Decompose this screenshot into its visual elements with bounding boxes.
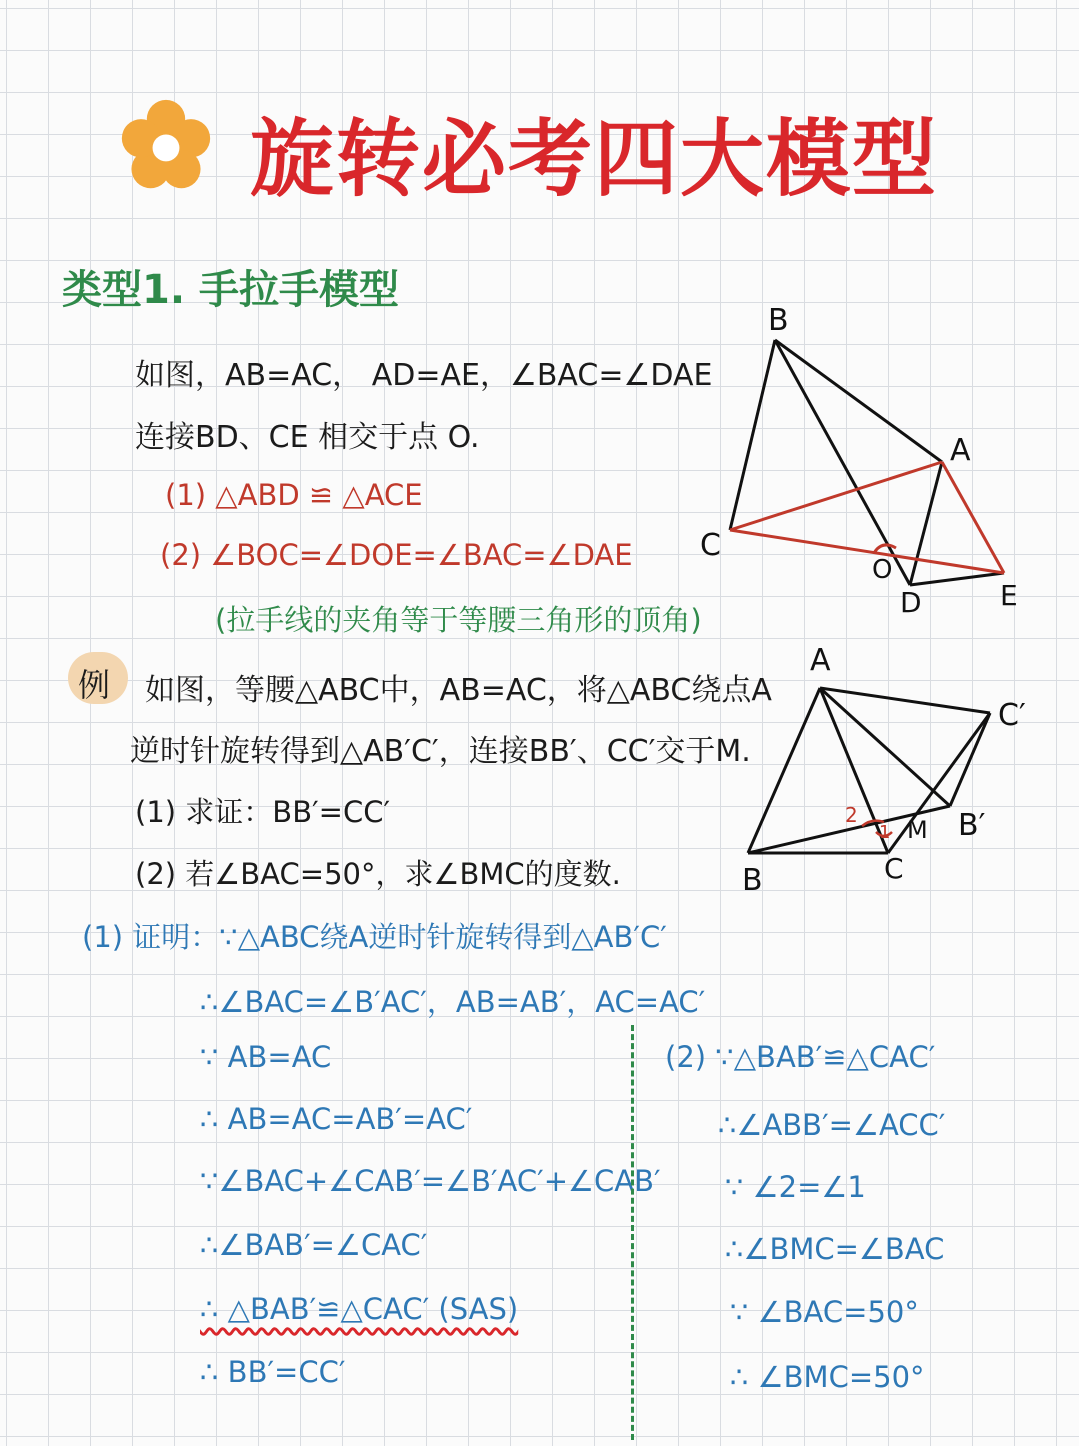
seg-AE	[942, 462, 1004, 573]
label-A: A	[950, 433, 971, 468]
proof-right-line: ∵ ∠BAC=50°	[730, 1295, 919, 1329]
label-E: E	[1000, 579, 1018, 612]
model-note: (拉手线的夹角等于等腰三角形的顶角)	[215, 603, 702, 637]
proof-left-line: ∵ AB=AC	[200, 1040, 332, 1074]
proof-right-line: ∴∠BMC=∠BAC	[725, 1232, 945, 1266]
model-line-2: 连接BD、CE 相交于点 O.	[135, 420, 480, 455]
label-angle-1: 1	[879, 822, 891, 843]
model-line-1: 如图，AB=AC， AD=AE，∠BAC=∠DAE	[135, 358, 713, 393]
example-question-1: (1) 求证：BB′=CC′	[135, 795, 391, 829]
proof-left-line: ∴ AB=AC=AB′=AC′	[200, 1102, 473, 1136]
example-line-2: 逆时针旋转得到△AB′C′，连接BB′、CC′交于M.	[130, 734, 751, 769]
section-heading: 类型1. 手拉手模型	[62, 267, 399, 313]
example-badge: 例	[78, 666, 111, 704]
proof-left-line: ∵∠BAC+∠CAB′=∠B′AC′+∠CAB′	[200, 1164, 661, 1198]
seg-AB	[748, 688, 820, 853]
label-angle-2: 2	[845, 803, 858, 827]
proof-left-line: (1) 证明：∵△ABC绕A逆时针旋转得到△AB′C′	[82, 920, 667, 954]
seg-AD	[910, 462, 942, 585]
label-B: B	[768, 303, 789, 338]
proof-right-line: ∴ ∠BMC=50°	[730, 1360, 925, 1394]
seg-BC	[730, 340, 775, 530]
seg-CA	[730, 462, 942, 530]
model-item-1: (1) △ABD ≌ △ACE	[165, 478, 423, 512]
proof-left-line-congruence: ∴ △BAB′≌△CAC′ (SAS)	[200, 1292, 519, 1326]
flower-icon	[118, 98, 214, 194]
label-B: B	[742, 863, 763, 898]
label-C: C	[884, 852, 904, 885]
seg-BA	[775, 340, 942, 462]
figure-2-diagram	[735, 640, 1045, 900]
label-C: C	[700, 528, 721, 563]
proof-left-line: ∴∠BAB′=∠CAC′	[200, 1228, 428, 1262]
proof-right-line: ∴∠ABB′=∠ACC′	[718, 1108, 946, 1142]
label-D: D	[900, 586, 922, 619]
seg-DE	[910, 573, 1004, 585]
example-question-2: (2) 若∠BAC=50°，求∠BMC的度数.	[135, 857, 621, 891]
page-title: 旋转必考四大模型	[250, 110, 939, 208]
example-line-1: 如图，等腰△ABC中，AB=AC，将△ABC绕点A	[145, 673, 772, 708]
proof-right-line: ∵ ∠2=∠1	[725, 1170, 866, 1204]
seg-CE	[730, 530, 1004, 573]
column-divider	[631, 1025, 634, 1440]
label-B-prime: B′	[958, 808, 986, 843]
label-A: A	[810, 643, 831, 678]
figure-1-diagram	[690, 295, 1050, 625]
label-M: M	[907, 816, 928, 844]
label-O: O	[872, 555, 893, 585]
proof-left-line: ∴ BB′=CC′	[200, 1355, 346, 1389]
model-item-2: (2) ∠BOC=∠DOE=∠BAC=∠DAE	[160, 538, 633, 572]
proof-right-line: (2) ∵△BAB′≌△CAC′	[665, 1040, 936, 1074]
label-C-prime: C′	[998, 698, 1026, 733]
proof-left-line: ∴∠BAC=∠B′AC′，AB=AB′，AC=AC′	[200, 985, 706, 1019]
